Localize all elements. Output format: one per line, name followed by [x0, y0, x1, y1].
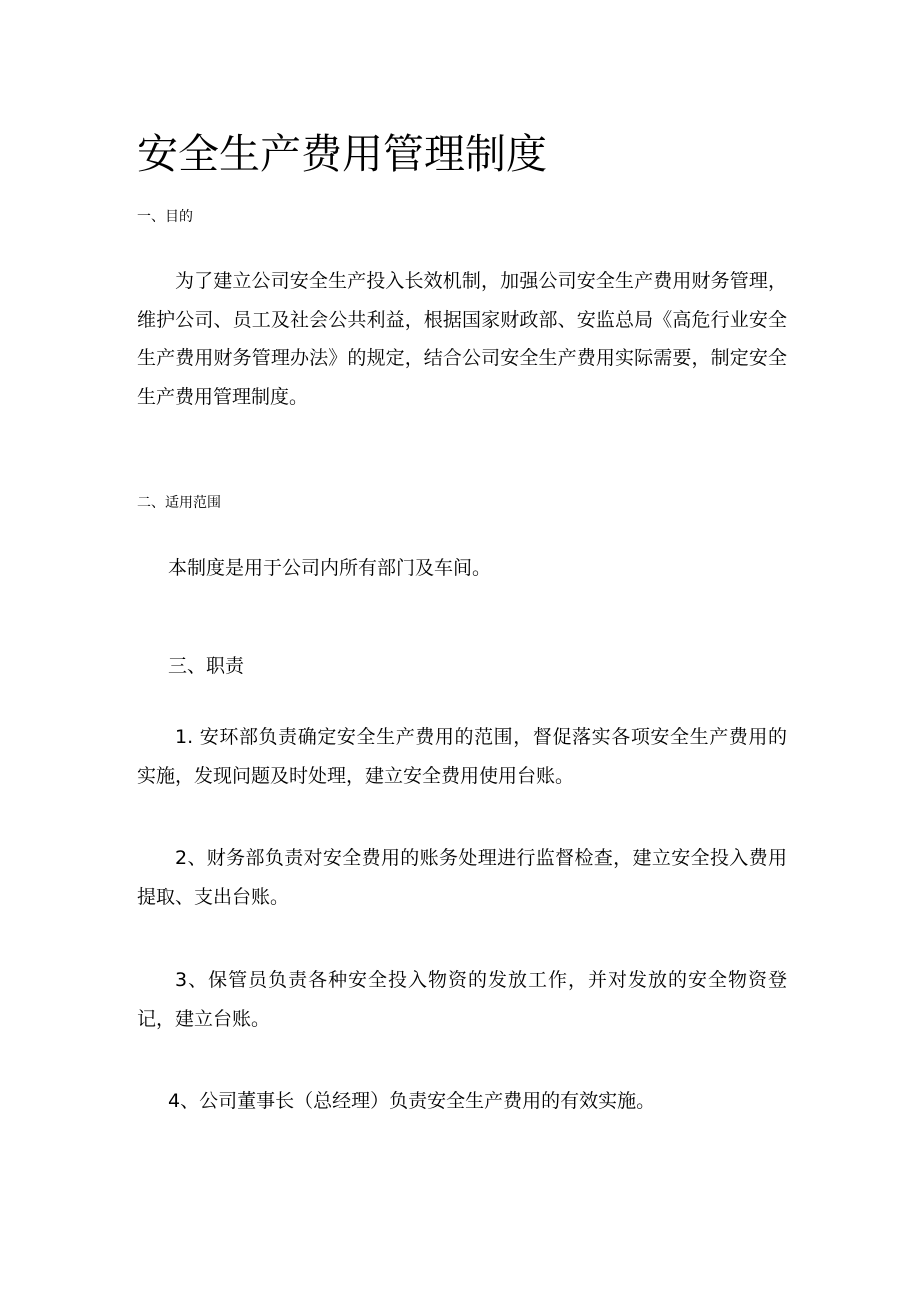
section-heading-scope: 二、适用范围: [137, 495, 221, 511]
section-heading-purpose: 一、目的: [137, 209, 193, 225]
duty-item-2: 2、财务部负责对安全费用的账务处理进行监督检查，建立安全投入费用提取、支出台账。: [137, 847, 787, 908]
duty-item-1: 1. 安环部负责确定安全生产费用的范围，督促落实各项安全生产费用的实施，发现问题及时处理，建立安全费用使用台账。: [137, 726, 787, 787]
section-heading-duties: 三、职责: [168, 655, 245, 677]
section-body-purpose: 为了建立公司安全生产投入长效机制，加强公司安全生产费用财务管理，维护公司、员工及社会公共利益，根据国家财政部、安监总局《高危行业安全生产费用财务管理办法》的规定，结合公司安全生产费用实际需要，制定安全生产费用管理制度。: [137, 270, 787, 408]
section-body-scope: 本制度是用于公司内所有部门及车间。: [168, 557, 492, 579]
duty-item-4: 4、公司董事长（总经理）负责安全生产费用的有效实施。: [168, 1090, 656, 1112]
duty-item-3: 3、保管员负责各种安全投入物资的发放工作，并对发放的安全物资登记，建立台账。: [137, 969, 787, 1030]
document-title: 安全生产费用管理制度: [137, 130, 547, 178]
